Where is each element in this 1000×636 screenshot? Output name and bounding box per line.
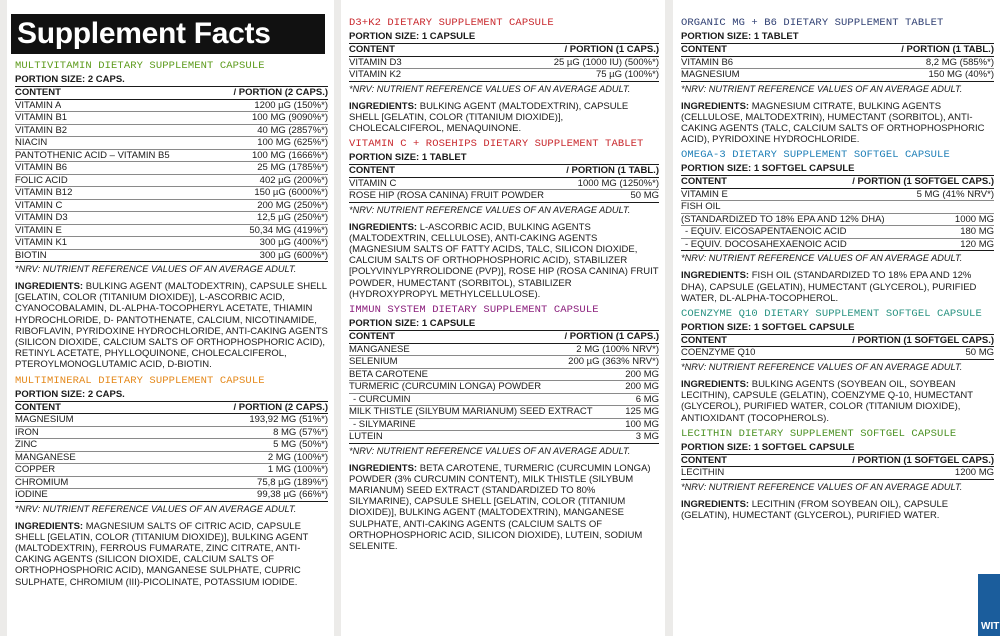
nutrient-name: IRON bbox=[15, 426, 39, 438]
vitc-panel bbox=[349, 138, 659, 300]
nutrient-amount: 200 MG (250%*) bbox=[257, 199, 328, 211]
table-row bbox=[349, 344, 659, 357]
nutrient-name: MAGNESIUM bbox=[15, 414, 74, 426]
nutrient-name: VITAMIN E bbox=[681, 188, 728, 200]
table-row bbox=[15, 477, 328, 490]
nutrient-table bbox=[349, 57, 659, 82]
table-header bbox=[15, 87, 328, 100]
column-middle bbox=[341, 0, 665, 636]
portion-size: PORTION SIZE: 1 SOFTGEL CAPSULE bbox=[681, 322, 994, 335]
nutrient-amount: 100 MG (9090%*) bbox=[251, 112, 328, 123]
nutrient-table bbox=[349, 178, 659, 203]
section-title: IMMUN SYSTEM DIETARY SUPPLEMENT CAPSULE bbox=[349, 304, 599, 317]
nutrient-amount: 50,34 MG (419%*) bbox=[249, 224, 328, 236]
ingredients-label: INGREDIENTS: bbox=[15, 520, 84, 532]
nutrient-amount: 25 MG (1785%*) bbox=[257, 162, 328, 173]
page-title: Supplement Facts bbox=[11, 14, 325, 54]
ingredients-text bbox=[349, 101, 659, 135]
nutrient-amount: 40 MG (2857%*) bbox=[257, 124, 328, 136]
nutrient-amount: 1200 MG bbox=[954, 467, 994, 479]
ingredients-text bbox=[681, 101, 994, 146]
nutrient-name: - CURCUMIN bbox=[353, 393, 411, 405]
ingredients-label: INGREDIENTS: bbox=[15, 281, 84, 292]
omega3-panel bbox=[681, 149, 994, 304]
nutrient-name: VITAMIN D3 bbox=[349, 56, 402, 68]
table-header bbox=[681, 44, 994, 57]
ingredients-text bbox=[681, 270, 994, 304]
table-row bbox=[15, 489, 328, 501]
nutrient-name: VITAMIN K2 bbox=[349, 69, 402, 80]
ingredients-list: BULKING AGENT (MALTODEXTRIN), CAPSULE SHELL [GELATIN, COLOR (TITANIUM DIOXIDE)], L-ASCORBIC ACID, CYANOCOBALAMIN, DL-ALPHA-TOCOPHERYL ACETATE, THIAMIN HYDROCHLORIDE, D- PANTOTHENATE, CALCIUM, NICOTINAMIDE, RIBOFLAVIN, PYRIDOXINE HYDROCHLORIDE, ANTI-CAKING AGENTS (SILICON DIOXIDE, CALCIUM SALTS OF ORTHOPHOSPHORIC ACID), RETINYL ACETATE, PHYLLOQUINONE, CHOLECALCIFEROL, PTEROYLMONOGLUTAMIC ACID, D-BIOTIN. bbox=[15, 281, 328, 371]
header-portion: / PORTION (1 SOFTGEL CAPS.) bbox=[852, 454, 994, 466]
table-row bbox=[15, 452, 328, 465]
table-row bbox=[15, 250, 328, 262]
nutrient-amount: 200 MG bbox=[625, 368, 659, 380]
nutrient-name: VITAMIN B6 bbox=[15, 162, 68, 173]
nutrient-amount: 5 MG (41% NRV*) bbox=[916, 188, 994, 200]
table-row bbox=[349, 356, 659, 369]
nutrient-name: NIACIN bbox=[15, 137, 48, 148]
nutrient-amount: 150 µG (6000%*) bbox=[254, 187, 328, 198]
nutrient-amount: 2 MG (100%*) bbox=[267, 451, 328, 463]
brand-badge bbox=[978, 574, 1000, 636]
section-title: COENZYME Q10 DIETARY SUPPLEMENT SOFTGEL CAPSULE bbox=[681, 307, 982, 320]
nutrient-name: CHROMIUM bbox=[15, 476, 69, 488]
table-header bbox=[681, 176, 994, 189]
ingredients-label: INGREDIENTS: bbox=[349, 100, 418, 112]
table-row bbox=[349, 406, 659, 419]
header-portion: / PORTION (2 CAPS.) bbox=[233, 401, 328, 413]
nutrient-name: VITAMIN B1 bbox=[15, 112, 68, 123]
ingredients-list: L-ASCORBIC ACID, BULKING AGENTS (MALTODEXTRIN, CELLULOSE), ANTI-CAKING AGENTS (MAGNESIUM SALTS OF FATTY ACIDS, TALC, SILICON DIOXIDE, CALCIUM SALTS OF ORTHOPHOSPHORIC ACID), STABILIZER [POLYVINYLPYRROLIDONE (PVP)], ROSE HIP (ROSA CANINA) FRUIT POWDER, HUMECTANT (SORBITOL), STABILIZER (HYDROXYPROPYL METHYLCELLULOSE). bbox=[349, 221, 659, 300]
brand-badge-text: WIT bbox=[981, 621, 1000, 632]
nutrient-amount: 8 MG (57%*) bbox=[273, 426, 328, 438]
table-header bbox=[681, 455, 994, 468]
ingredients-text bbox=[681, 379, 994, 424]
nutrient-name: SELENIUM bbox=[349, 356, 398, 368]
nutrient-table bbox=[681, 189, 994, 252]
header-portion: / PORTION (2 CAPS.) bbox=[233, 87, 328, 98]
nrv-note: *NRV: NUTRIENT REFERENCE VALUES OF AN AVERAGE ADULT. bbox=[349, 445, 631, 456]
ingredients-label: INGREDIENTS: bbox=[349, 462, 418, 474]
nutrient-name: COPPER bbox=[15, 464, 56, 476]
multimineral-panel bbox=[15, 375, 328, 588]
table-row bbox=[15, 427, 328, 440]
table-row bbox=[349, 369, 659, 382]
header-portion: / PORTION (1 SOFTGEL CAPS.) bbox=[852, 334, 994, 346]
section-title: OMEGA-3 DIETARY SUPPLEMENT SOFTGEL CAPSULE bbox=[681, 149, 950, 162]
table-row bbox=[681, 214, 994, 227]
nutrient-name: IODINE bbox=[15, 489, 48, 501]
nutrient-amount: 1000 MG bbox=[954, 213, 994, 225]
mgb6-panel bbox=[681, 17, 994, 145]
table-row bbox=[681, 226, 994, 239]
table-row bbox=[15, 225, 328, 238]
table-row bbox=[15, 137, 328, 150]
header-content: CONTENT bbox=[349, 165, 395, 177]
nutrient-amount: 12,5 µG (250%*) bbox=[257, 212, 328, 223]
portion-size: PORTION SIZE: 1 TABLET bbox=[681, 31, 994, 44]
nutrient-amount: 193,92 MG (51%*) bbox=[249, 414, 328, 426]
table-header bbox=[349, 165, 659, 178]
nutrient-name: BIOTIN bbox=[15, 249, 47, 261]
header-content: CONTENT bbox=[15, 87, 61, 98]
table-row bbox=[15, 439, 328, 452]
nutrient-amount: 5 MG (50%*) bbox=[273, 439, 328, 451]
table-row bbox=[15, 464, 328, 477]
table-row bbox=[15, 212, 328, 225]
header-content: CONTENT bbox=[349, 44, 395, 55]
table-row bbox=[15, 200, 328, 213]
header-content: CONTENT bbox=[681, 44, 727, 55]
table-row bbox=[349, 57, 659, 70]
section-title: LECITHIN DIETARY SUPPLEMENT SOFTGEL CAPSULE bbox=[681, 427, 957, 440]
nrv-note: *NRV: NUTRIENT REFERENCE VALUES OF AN AVERAGE ADULT. bbox=[681, 361, 963, 372]
d3k2-panel bbox=[349, 17, 659, 134]
nutrient-amount: 120 MG bbox=[960, 238, 994, 250]
ingredients-list: FISH OIL (STANDARDIZED TO 18% EPA AND 12% DHA), CAPSULE (GELATIN), HUMECTANT (GLYCEROL), PURIFIED WATER, DL-ALPHA-TOCOPHEROL. bbox=[681, 270, 977, 304]
nutrient-amount bbox=[988, 201, 994, 213]
table-row bbox=[681, 189, 994, 202]
nutrient-name: MANGANESE bbox=[15, 451, 76, 463]
nrv-note: *NRV: NUTRIENT REFERENCE VALUES OF AN AVERAGE ADULT. bbox=[681, 481, 963, 492]
ingredients-list: BETA CAROTENE, TURMERIC (CURCUMIN LONGA) POWDER (3% CURCUMIN CONTENT), MILK THISTLE (SILYBUM MARIANUM) SEED EXTRACT (STANDARDIZED TO 80% SILYMARINE), CAPSULE SHELL [GELATIN, COLOR (TITANIUM DIOXIDE)], BULKING AGENT (MALTODEXTRIN), MANGANESE SULPHATE, ANTI-CAKING AGENTS (CALCIUM SALTS OF ORTHOPHOSPHORIC ACID, SILICON DIOXIDE), LUTEIN, SODIUM SELENITE. bbox=[349, 462, 651, 552]
lecithin-panel bbox=[681, 428, 994, 521]
nutrient-amount: 3 MG bbox=[635, 431, 659, 443]
ingredients-list: LECITHIN (FROM SOYBEAN OIL), CAPSULE (GELATIN), HUMECTANT (GLYCEROL), PURIFIED WATER. bbox=[681, 498, 949, 521]
nutrient-name: TURMERIC (CURCUMIN LONGA) POWDER bbox=[349, 381, 542, 393]
nutrient-amount: 100 MG (1666%*) bbox=[251, 149, 328, 161]
ingredients-text bbox=[349, 222, 659, 300]
nutrient-amount: 200 MG bbox=[625, 381, 659, 393]
nutrient-name: VITAMIN B6 bbox=[681, 56, 734, 68]
nutrient-amount: 1000 MG (1250%*) bbox=[577, 177, 659, 189]
nutrient-name: COENZYME Q10 bbox=[681, 347, 756, 359]
nutrient-name: ZINC bbox=[15, 439, 38, 451]
header-portion: / PORTION (1 TABL.) bbox=[566, 165, 659, 177]
nutrient-name: - EQUIV. DOCOSAHEXAENOIC ACID bbox=[685, 238, 847, 250]
nrv-note: *NRV: NUTRIENT REFERENCE VALUES OF AN AVERAGE ADULT. bbox=[15, 264, 297, 274]
header-content: CONTENT bbox=[681, 176, 727, 188]
nutrient-name: - EQUIV. EICOSAPENTAENOIC ACID bbox=[685, 226, 847, 238]
table-row bbox=[349, 381, 659, 394]
multivitamin-panel bbox=[15, 60, 328, 371]
table-header bbox=[15, 402, 328, 415]
table-header bbox=[349, 331, 659, 344]
nutrient-amount: 50 MG bbox=[630, 190, 659, 202]
nutrient-name: VITAMIN C bbox=[15, 199, 63, 211]
header-portion: / PORTION (1 CAPS.) bbox=[564, 44, 659, 55]
nutrient-amount: 200 µG (363% NRV*) bbox=[568, 356, 659, 368]
ingredients-list: MAGNESIUM SALTS OF CITRIC ACID, CAPSULE SHELL [GELATIN, COLOR (TITANIUM DIOXIDE)], BULKING AGENT (MALTODEXTRIN), FERROUS FUMARATE, ZINC CITRATE, ANTI-CAKING AGENTS (SILICON DIOXIDE, CALCIUM SALTS OF ORTHOPHOSPHORIC ACID), MANGANESE SULPHATE, CUPRIC SULPHATE, CHROMIUM (III)-PICOLINATE, POTASSIUM IODIDE. bbox=[15, 520, 309, 588]
header-content: CONTENT bbox=[15, 401, 61, 413]
nutrient-name: VITAMIN C bbox=[349, 177, 397, 189]
nutrient-name: VITAMIN A bbox=[15, 99, 62, 111]
nutrient-amount: 50 MG bbox=[965, 347, 994, 359]
nutrient-amount: 8,2 MG (585%*) bbox=[925, 56, 994, 68]
nutrient-name: FOLIC ACID bbox=[15, 174, 68, 186]
column-left bbox=[7, 0, 334, 636]
nutrient-name: MANGANESE bbox=[349, 343, 410, 355]
nutrient-name: ROSE HIP (ROSA CANINA) FRUIT POWDER bbox=[349, 190, 544, 202]
nutrient-amount: 2 MG (100% NRV*) bbox=[576, 343, 659, 355]
nutrient-amount: 75,8 µG (189%*) bbox=[257, 476, 328, 488]
ingredients-text bbox=[15, 281, 328, 371]
table-row bbox=[681, 57, 994, 70]
nutrient-name: BETA CAROTENE bbox=[349, 368, 429, 380]
section-title: MULTIVITAMIN DIETARY SUPPLEMENT CAPSULE bbox=[15, 60, 265, 72]
nutrient-name: LECITHIN bbox=[681, 467, 725, 479]
ingredients-list: BULKING AGENTS (SOYBEAN OIL, SOYBEAN LECITHIN), CAPSULE (GELATIN), COENZYME Q-10, HUMECTANT (GLYCEROL), PURIFIED WATER, COLOR (TITANIUM DIOXIDE), ANTIOXIDANT (TOCOPHEROLS). bbox=[681, 378, 973, 424]
nutrient-name: VITAMIN B2 bbox=[15, 124, 68, 136]
nrv-note: *NRV: NUTRIENT REFERENCE VALUES OF AN AVERAGE ADULT. bbox=[349, 83, 631, 94]
nutrient-amount: 1 MG (100%*) bbox=[267, 464, 328, 476]
nutrient-name: VITAMIN E bbox=[15, 224, 62, 236]
table-row bbox=[15, 237, 328, 250]
table-row bbox=[15, 414, 328, 427]
table-row bbox=[681, 467, 994, 479]
ingredients-label: INGREDIENTS: bbox=[681, 498, 750, 510]
section-title: ORGANIC MG + B6 DIETARY SUPPLEMENT TABLET bbox=[681, 17, 944, 29]
nutrient-amount: 1200 µG (150%*) bbox=[254, 99, 328, 111]
ingredients-text bbox=[15, 521, 328, 588]
nutrient-amount: 150 MG (40%*) bbox=[928, 69, 994, 80]
table-header bbox=[681, 335, 994, 348]
portion-size: PORTION SIZE: 2 CAPS. bbox=[15, 74, 328, 87]
nutrient-amount: 99,38 µG (66%*) bbox=[257, 489, 328, 501]
nutrient-amount: 125 MG bbox=[625, 406, 659, 418]
portion-size: PORTION SIZE: 1 CAPSULE bbox=[349, 318, 659, 331]
table-row bbox=[349, 190, 659, 202]
table-row bbox=[349, 419, 659, 432]
table-row bbox=[15, 100, 328, 113]
table-row bbox=[681, 347, 994, 359]
nutrient-name: MAGNESIUM bbox=[681, 69, 740, 80]
table-row bbox=[15, 150, 328, 163]
nutrient-amount: 100 MG (625%*) bbox=[257, 137, 328, 148]
immun-panel bbox=[349, 304, 659, 552]
nutrient-name: VITAMIN K1 bbox=[15, 237, 68, 248]
ingredients-list: BULKING AGENT (MALTODEXTRIN), CAPSULE SHELL [GELATIN, COLOR (TITANIUM DIOXIDE)], CHOLECALCIFEROL, MENAQUINONE. bbox=[349, 100, 629, 134]
nutrient-table bbox=[15, 100, 328, 263]
nrv-note: *NRV: NUTRIENT REFERENCE VALUES OF AN AVERAGE ADULT. bbox=[349, 204, 631, 215]
nrv-note: *NRV: NUTRIENT REFERENCE VALUES OF AN AVERAGE ADULT. bbox=[681, 253, 963, 264]
nutrient-name: VITAMIN D3 bbox=[15, 212, 68, 223]
header-portion: / PORTION (1 TABL.) bbox=[901, 44, 994, 55]
table-row bbox=[15, 175, 328, 188]
table-row bbox=[681, 239, 994, 251]
header-content: CONTENT bbox=[681, 454, 727, 466]
portion-size: PORTION SIZE: 1 TABLET bbox=[349, 152, 659, 165]
header-content: CONTENT bbox=[681, 334, 727, 346]
ingredients-label: INGREDIENTS: bbox=[349, 221, 418, 233]
nrv-note: *NRV: NUTRIENT REFERENCE VALUES OF AN AVERAGE ADULT. bbox=[681, 83, 963, 94]
nutrient-name: MILK THISTLE (SILYBUM MARIANUM) SEED EXTRACT bbox=[349, 406, 593, 418]
header-portion: / PORTION (1 SOFTGEL CAPS.) bbox=[852, 176, 994, 188]
nutrient-name: (STANDARDIZED TO 18% EPA AND 12% DHA) bbox=[681, 213, 885, 225]
portion-size: PORTION SIZE: 1 CAPSULE bbox=[349, 31, 659, 44]
nutrient-name: LUTEIN bbox=[349, 431, 383, 443]
table-row bbox=[349, 394, 659, 407]
nutrient-name: PANTOTHENIC ACID – VITAMIN B5 bbox=[15, 149, 170, 161]
q10-panel bbox=[681, 308, 994, 424]
nutrient-name: VITAMIN B12 bbox=[15, 187, 73, 198]
table-row bbox=[349, 69, 659, 81]
table-row bbox=[15, 187, 328, 200]
ingredients-label: INGREDIENTS: bbox=[681, 100, 750, 112]
nutrient-table bbox=[349, 344, 659, 444]
table-row bbox=[681, 69, 994, 81]
nutrient-amount: 300 µG (400%*) bbox=[259, 237, 328, 248]
ingredients-text bbox=[681, 499, 994, 521]
nrv-note: *NRV: NUTRIENT REFERENCE VALUES OF AN AVERAGE ADULT. bbox=[15, 503, 297, 514]
header-content: CONTENT bbox=[349, 331, 395, 343]
section-title: VITAMIN C + ROSEHIPS DIETARY SUPPLEMENT TABLET bbox=[349, 138, 644, 151]
nutrient-amount: 180 MG bbox=[960, 226, 994, 238]
nutrient-table bbox=[681, 57, 994, 82]
ingredients-label: INGREDIENTS: bbox=[681, 378, 750, 390]
nutrient-table bbox=[681, 347, 994, 360]
table-row bbox=[349, 431, 659, 443]
nutrient-amount: 100 MG bbox=[625, 418, 659, 430]
nutrient-amount: 6 MG bbox=[635, 393, 659, 405]
table-row bbox=[681, 201, 994, 214]
nutrient-name: FISH OIL bbox=[681, 201, 721, 213]
ingredients-list: MAGNESIUM CITRATE, BULKING AGENTS (CELLULOSE, MALTODEXTRIN), HUMECTANT (SORBITOL), ANTI-CAKING AGENTS (TALC, CALCIUM SALTS OF ORTHOPHOSPHORIC ACID), PYRIDOXINE HYDROCHLORIDE. bbox=[681, 100, 985, 146]
header-portion: / PORTION (1 CAPS.) bbox=[564, 331, 659, 343]
table-row bbox=[15, 125, 328, 138]
table-header bbox=[349, 44, 659, 57]
table-row bbox=[349, 178, 659, 191]
table-row bbox=[15, 162, 328, 175]
section-title: D3+K2 DIETARY SUPPLEMENT CAPSULE bbox=[349, 17, 554, 29]
nutrient-amount: 300 µG (600%*) bbox=[259, 249, 328, 261]
portion-size: PORTION SIZE: 1 SOFTGEL CAPSULE bbox=[681, 163, 994, 176]
table-row bbox=[15, 112, 328, 125]
ingredients-label: INGREDIENTS: bbox=[681, 270, 750, 282]
ingredients-text bbox=[349, 463, 659, 553]
nutrient-table bbox=[15, 414, 328, 502]
nutrient-amount: 75 µG (100%*) bbox=[595, 69, 659, 80]
nutrient-amount: 25 µG (1000 IU) (500%*) bbox=[553, 56, 659, 68]
portion-size: PORTION SIZE: 2 CAPS. bbox=[15, 389, 328, 402]
portion-size: PORTION SIZE: 1 SOFTGEL CAPSULE bbox=[681, 442, 994, 455]
column-right bbox=[673, 0, 1000, 636]
nutrient-amount: 402 µG (200%*) bbox=[259, 174, 328, 186]
nutrient-table bbox=[681, 467, 994, 480]
nutrient-name: - SILYMARINE bbox=[353, 418, 416, 430]
section-title: MULTIMINERAL DIETARY SUPPLEMENT CAPSULE bbox=[15, 374, 265, 387]
